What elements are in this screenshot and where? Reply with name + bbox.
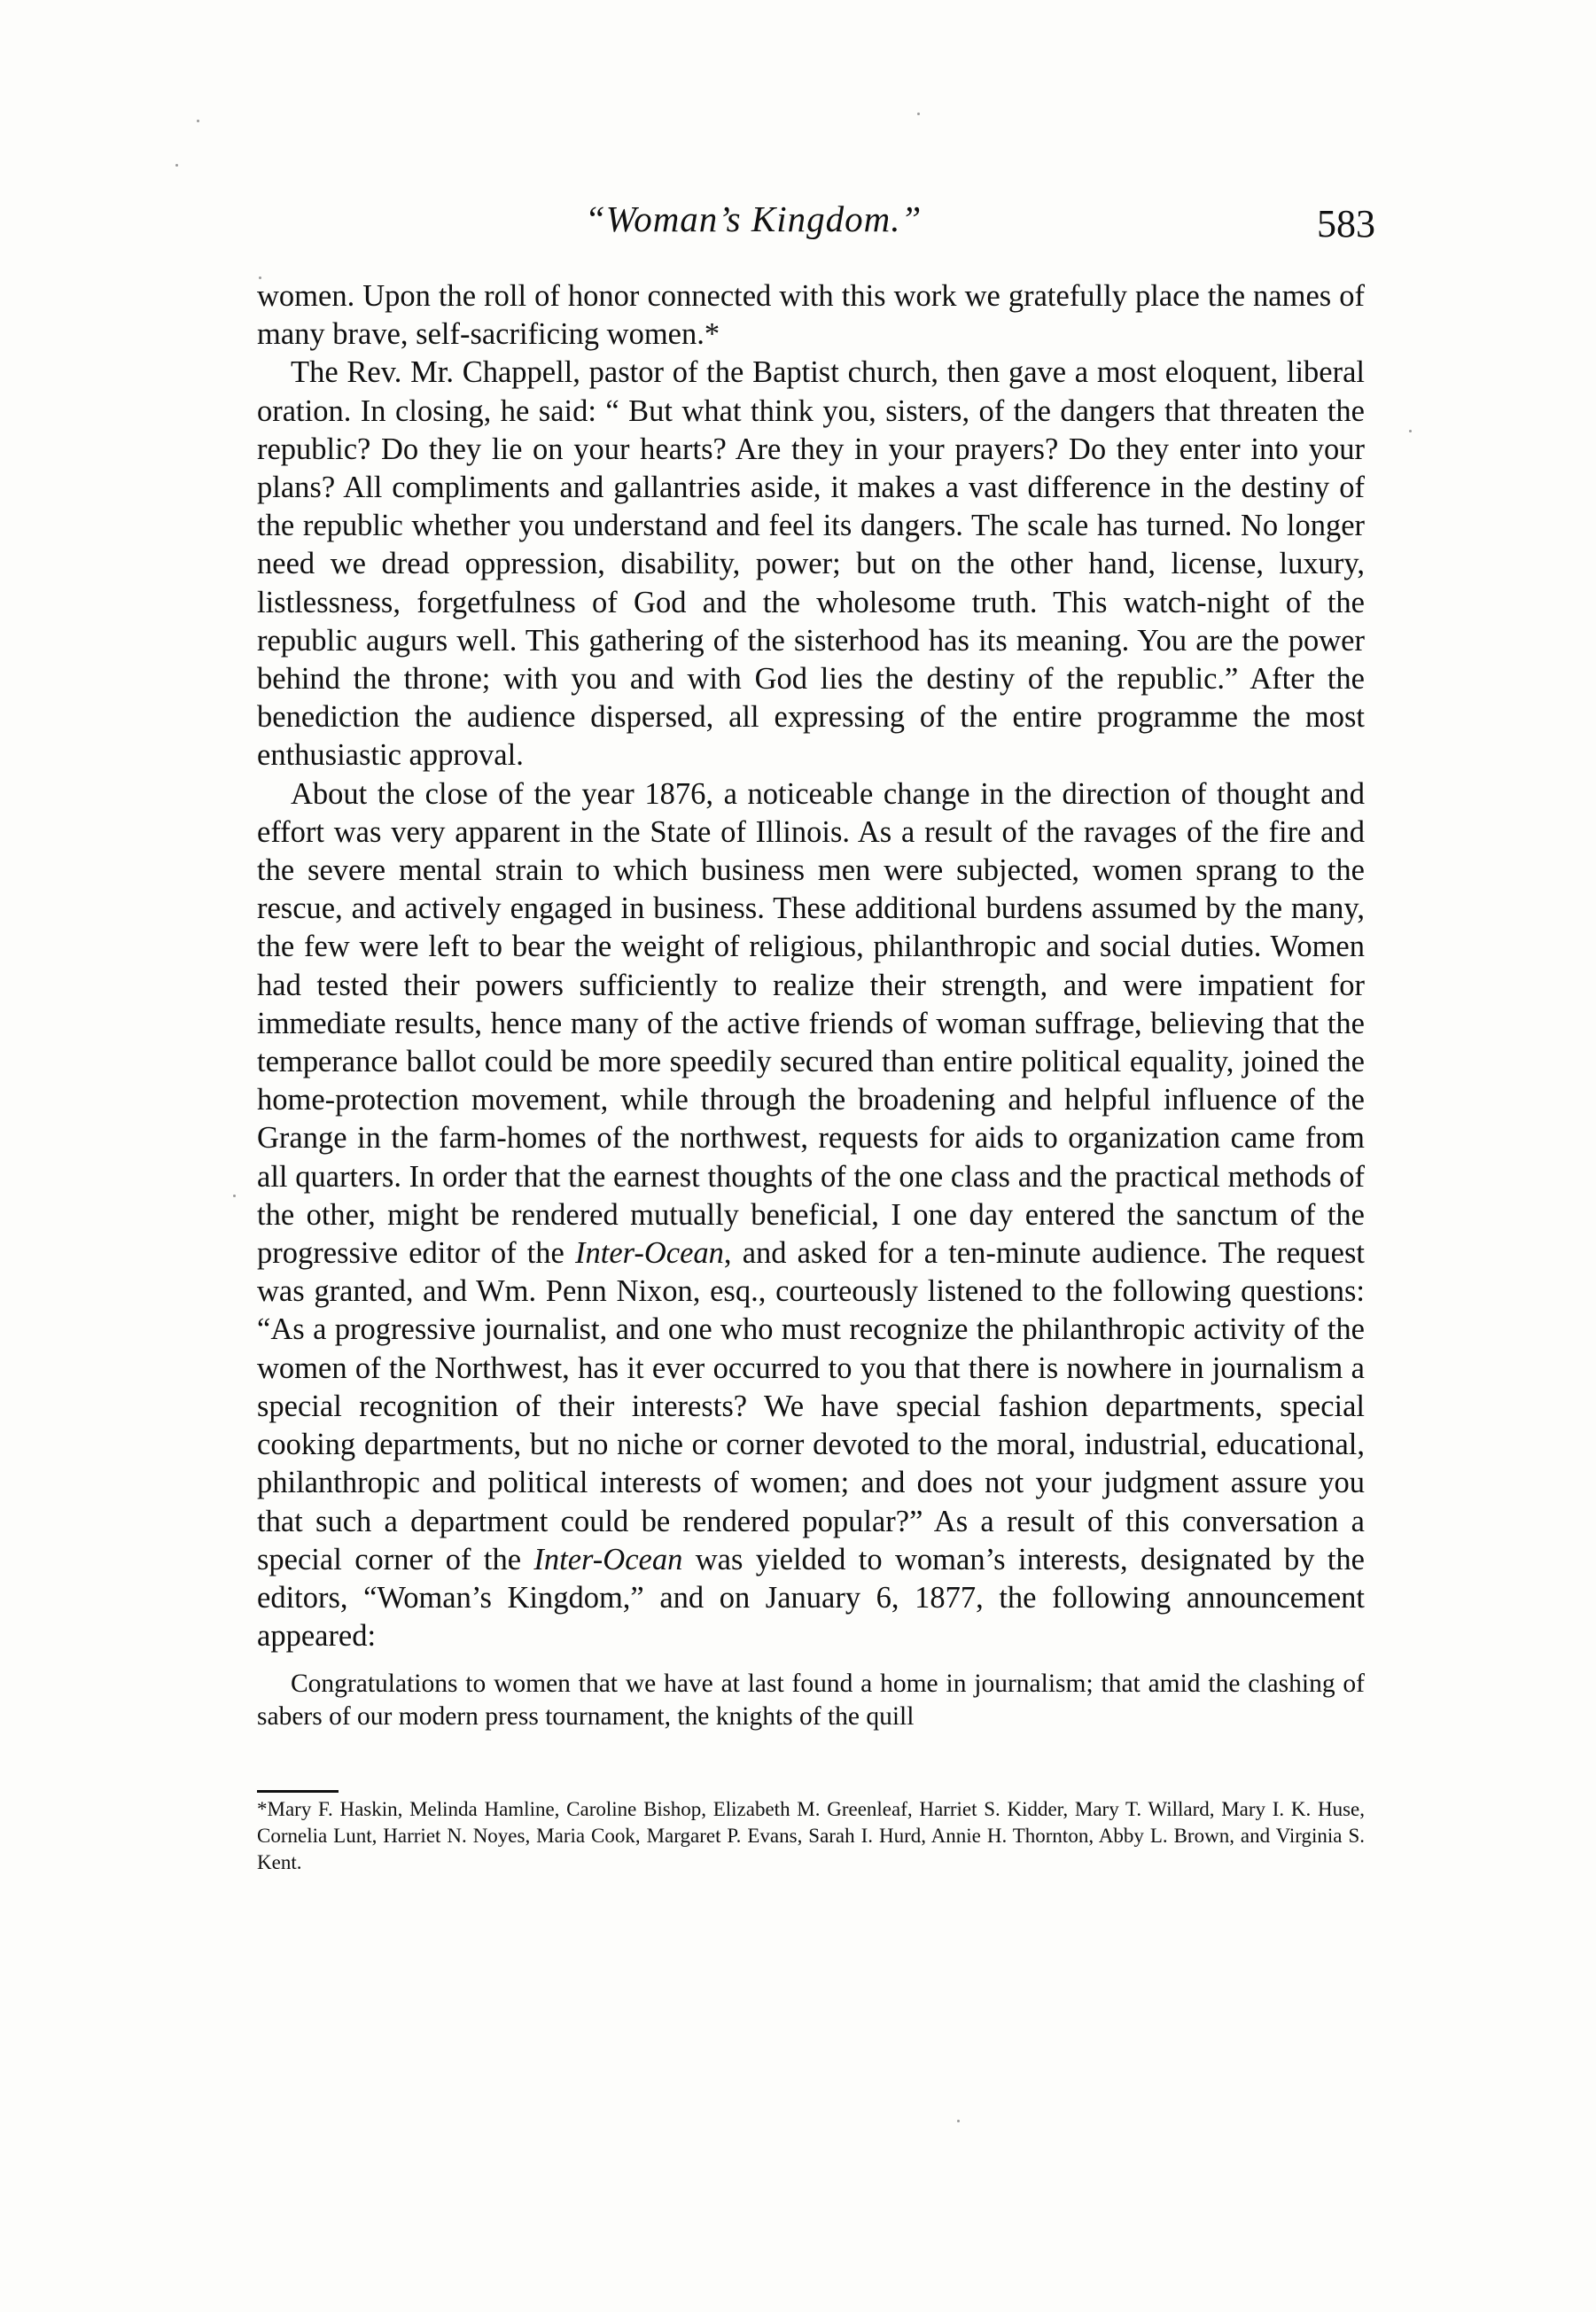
footnote: *Mary F. Haskin, Melinda Hamline, Caroline Bishop, Elizabeth M. Greenleaf, Harriet S. Kidder, Mary T. Willard, Mary I. K. Huse, Cornelia Lunt, Harriet N. Noyes, Maria Cook, Margaret P. Evans, Sarah I. Hurd, Annie H. Thornton, Abby L. Brown, and Virginia S. Kent.	[257, 1798, 1365, 1874]
book-page	[257, 182, 1375, 1876]
paragraph	[257, 775, 1365, 1656]
newspaper-title: Inter-Ocean	[533, 1542, 683, 1576]
running-head-title: “Woman’s Kingdom.”	[585, 199, 923, 239]
text-run: , and asked for a ten-minute audience. The request was granted, and Wm. Penn Nixon, esq., courteously listened to the following questions: “As a progressive journalist, and one who must recognize the philanthropic activity of the women of the Northwest, has it ever occurred to you that there is nowhere in journalism a special recognition of their interests? We have special fashion departments, special cooking departments, but no niche or corner devoted to the moral, industrial, educational, philanthropic and political interests of women; and does not your judgment assure you that such a department could be rendered popular?” As a result of this conversation a special corner of the	[257, 1236, 1365, 1576]
body-text	[257, 277, 1365, 1655]
text-run: The Rev. Mr. Chappell, pastor of the Baptist church, then gave a most eloquent, liberal oration. In closing, he said: “ But what think you, sisters, of the dangers that threaten the republic? Do they lie on your hearts? Are they in your prayers? Do they enter into your plans? All compliments and gallantries aside, it makes a vast difference in the destiny of the republic whether you understand and feel its dangers. The scale has turned. No longer need we dread oppression, disability, power; but on the other hand, license, luxury, listlessness, forgetfulness of God and the wholesome truth. This watch-night of the republic augurs well. This gathering of the sisterhood has its meaning. You are the power behind the throne; with you and with God lies the destiny of the republic.” After the benediction the audience dispersed, all expressing of the entire programme the most enthusiastic approval.	[257, 355, 1365, 773]
text-run: women. Upon the roll of honor connected with this work we gratefully place the names of many brave, self-sacrificing women.*	[257, 279, 1365, 352]
footnote-rule	[257, 1790, 339, 1793]
quoted-announcement: Congratulations to women that we have at last found a home in journalism; that amid the clashing of sabers of our modern press tournament, the knights of the quill	[257, 1670, 1365, 1732]
text-run: About the close of the year 1876, a noticeable change in the direction of thought and effort was very apparent in the State of Illinois. As a result of the ravages of the fire and the severe mental strain to which business men were subjected, women sprang to the rescue, and actively engaged in business. These additional burdens assumed by the many, the few were left to bear the weight of religious, philanthropic and social duties. Women had tested their powers sufficiently to realize their strength, and were impatient for immediate results, hence many of the active friends of woman suffrage, believing that the temperance ballot could be more speedily secured than entire political equality, joined the home-protection movement, while through the broadening and helpful influence of the Grange in the farm-homes of the northwest, requests for aids to organization came from all quarters. In order that the earnest thoughts of the one class and the practical methods of the other, might be rendered mutually beneficial, I one day entered the sanctum of the progressive editor of the	[257, 776, 1365, 1271]
paragraph	[257, 277, 1365, 354]
text-run: was yielded to woman’s interests, designated by the editors, “Woman’s Kingdom,” and on January 6, 1877, the following announcement appeared:	[257, 1542, 1365, 1654]
running-head	[257, 182, 1375, 253]
newspaper-title: Inter-Ocean	[575, 1236, 724, 1271]
paragraph	[257, 354, 1365, 775]
page-number: 583	[1317, 202, 1375, 245]
